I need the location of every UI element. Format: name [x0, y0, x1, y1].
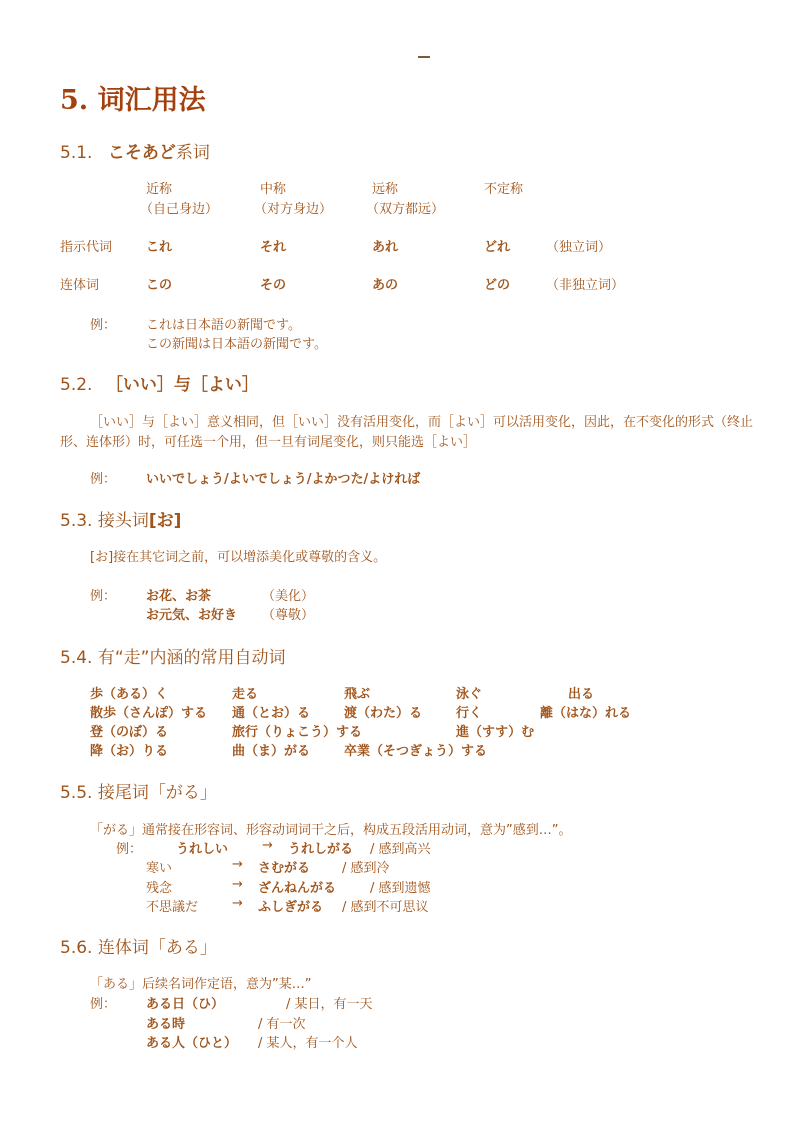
example-sentence: これは日本語の新聞です。 [146, 318, 301, 333]
row-label-adnominal: 连体词 [60, 278, 100, 293]
example-label: 例： [90, 589, 117, 604]
col-header-near: 近称 [146, 182, 173, 197]
verb-item: 登（のぼ）る [90, 725, 169, 740]
example-result: さむがる [258, 861, 311, 876]
example-note: （尊敬） [262, 608, 315, 623]
col-header-indefinite: 不定称 [484, 182, 524, 197]
verb-item: 離（はな）れる [540, 706, 632, 721]
heading-text: 接头词 [97, 511, 149, 531]
example-sentence: この新聞は日本語の新聞です。 [146, 337, 327, 352]
verb-item: 進（すす）む [456, 725, 535, 740]
verb-item: 旅行（りょこう）する [232, 725, 363, 740]
row-note: （非独立词） [546, 278, 625, 293]
example-word: ある時 [146, 1017, 186, 1032]
example-meaning: / 某人，有一个人 [258, 1036, 358, 1051]
row-note: （独立词） [546, 240, 612, 255]
heading-keyword: こそあど [107, 143, 176, 163]
section-heading-5-4 [60, 643, 285, 668]
verb-item: 通（とお）る [232, 706, 311, 721]
heading-number: 5.6. [60, 938, 93, 958]
arrow-icon: → [232, 877, 243, 892]
paragraph: [お]接在其它词之前，可以增添美化或尊敬的含义。 [90, 550, 387, 565]
verb-item: 曲（ま）がる [232, 744, 311, 759]
example-meaning: / 感到冷 [342, 861, 390, 876]
section-heading-5-6 [60, 933, 217, 958]
heading-number: 5.1. [60, 143, 93, 163]
table-cell: どの [484, 278, 511, 293]
col-header-middle: 中称 [260, 182, 287, 197]
heading-text: 连体词「ある」 [97, 938, 217, 958]
page-marker [418, 56, 430, 58]
example-result: うれしがる [288, 842, 354, 857]
example-word: お元気、お好き [146, 608, 238, 623]
paragraph-line: ［いい］与［よい］意义相同，但［いい］没有活用变化，而［よい］可以活用变化，因此，在不变化的形式（终止 [90, 415, 754, 430]
example-meaning: / 有一次 [258, 1017, 306, 1032]
example-word: うれしい [176, 842, 229, 857]
example-meaning: / 某日，有一天 [286, 997, 373, 1012]
paragraph: 「ある」后续名词作定语，意为”某…” [90, 977, 312, 992]
page-title: 5. 词汇用法 [60, 85, 206, 116]
verb-item: 歩（ある）く [90, 687, 169, 702]
verb-item: 出る [568, 687, 595, 702]
example-meaning: / 感到遗憾 [370, 881, 431, 896]
heading-number: 5.4. [60, 648, 93, 668]
row-label-pronoun: 指示代词 [60, 240, 113, 255]
heading-text: 接尾词「がる」 [97, 783, 217, 803]
verb-item: 降（お）りる [90, 744, 169, 759]
example-sentence: いいでしょう/よいでしょう/よかつた/よければ [146, 472, 421, 487]
example-word: 不思議だ [146, 900, 199, 915]
paragraph: 「がる」通常接在形容词、形容动词词干之后，构成五段活用动词，意为”感到…”。 [90, 823, 572, 838]
example-word: ある人（ひと） [146, 1036, 238, 1051]
table-cell: どれ [484, 240, 511, 255]
example-label: 例： [90, 997, 117, 1012]
col-note-near: （自己身边） [140, 202, 219, 217]
example-word: ある日（ひ） [146, 997, 225, 1012]
col-header-far: 远称 [372, 182, 399, 197]
verb-item: 散歩（さんぽ）する [90, 706, 208, 721]
example-result: ざんねんがる [258, 881, 337, 896]
table-cell: その [260, 278, 287, 293]
verb-item: 渡（わた）る [344, 706, 423, 721]
verb-item: 走る [232, 687, 259, 702]
example-note: （美化） [262, 589, 315, 604]
example-label: 例： [90, 318, 117, 333]
verb-item: 泳ぐ [456, 687, 483, 702]
table-cell: それ [260, 240, 287, 255]
verb-item: 行く [456, 706, 483, 721]
heading-number: 5.3. [60, 511, 93, 531]
table-cell: これ [146, 240, 173, 255]
col-note-far: （双方都远） [366, 202, 445, 217]
arrow-icon: → [262, 838, 273, 853]
table-cell: この [146, 278, 173, 293]
arrow-icon: → [232, 896, 243, 911]
heading-keyword: [お] [148, 511, 182, 531]
heading-keyword: ［いい］与［よい］ [105, 375, 259, 395]
arrow-icon: → [232, 857, 243, 872]
heading-number: 5.2. [60, 375, 93, 395]
example-label: 例： [90, 472, 117, 487]
example-meaning: / 感到高兴 [370, 842, 431, 857]
heading-text: 系词 [175, 143, 210, 163]
example-label: 例： [116, 842, 143, 857]
paragraph-line: 形、连体形）时，可任选一个用，但一旦有词尾变化，则只能选［よい］ [60, 435, 477, 450]
section-heading-5-1 [60, 138, 210, 163]
section-heading-5-2 [60, 370, 259, 395]
heading-number: 5.5. [60, 783, 93, 803]
example-word: 残念 [146, 881, 173, 896]
example-meaning: / 感到不可思议 [342, 900, 429, 915]
heading-text: 有“走”内涵的常用自动词 [97, 648, 286, 668]
table-cell: あれ [372, 240, 399, 255]
example-word: お花、お茶 [146, 589, 212, 604]
table-cell: あの [372, 278, 399, 293]
verb-item: 卒業（そつぎょう）する [344, 744, 488, 759]
section-heading-5-3 [60, 506, 181, 531]
example-result: ふしぎがる [258, 900, 324, 915]
section-heading-5-5 [60, 778, 217, 803]
verb-item: 飛ぶ [344, 687, 371, 702]
example-word: 寒い [146, 861, 173, 876]
col-note-middle: （对方身边） [254, 202, 333, 217]
